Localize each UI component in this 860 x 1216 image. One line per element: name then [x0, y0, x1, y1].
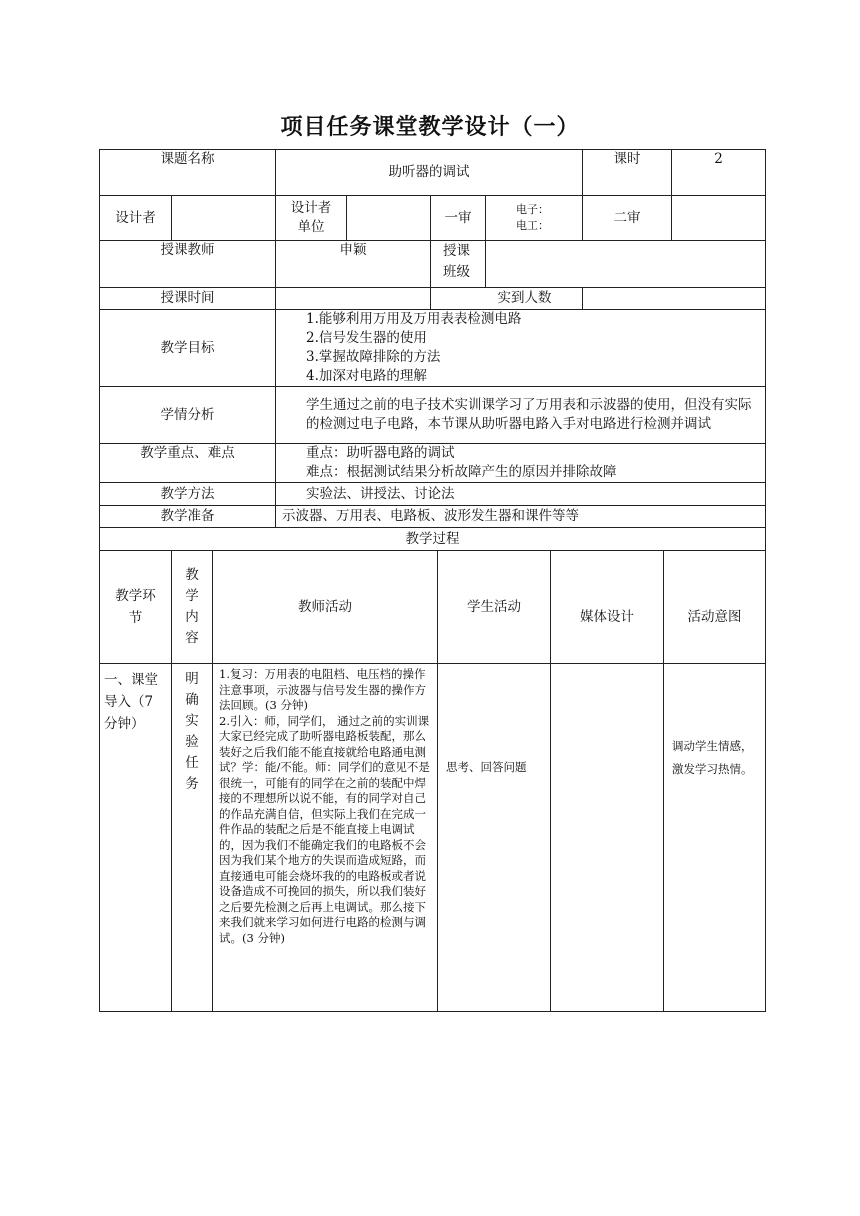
class-label: 授课 班级 — [431, 241, 486, 288]
teaching-process-table — [99, 527, 766, 1012]
hours-label: 课时 — [583, 150, 672, 196]
second-review-label: 二审 — [583, 196, 672, 241]
col-header-stage: 教学环 节 — [100, 551, 172, 664]
designer-unit-value — [347, 196, 431, 241]
content-cell: 明 确 实 验 任 务 — [172, 664, 213, 1012]
intent-cell: 调动学生情感，激发学习热情。 — [664, 664, 766, 1012]
col-header-content: 教 学 内 容 — [172, 551, 213, 664]
attendance-label: 实到人数 — [431, 288, 583, 310]
col-header-media: 媒体设计 — [551, 551, 664, 664]
page-title: 项目任务课堂教学设计（一） — [280, 115, 580, 140]
time-value — [276, 288, 431, 310]
key-points-value: 重点：助听器电路的调试 难点：根据测试结果分析故障产生的原因并排除故障 — [276, 444, 766, 483]
method-value: 实验法、讲授法、讨论法 — [276, 483, 766, 506]
media-cell — [551, 664, 664, 1012]
electronics-label: 电子： — [516, 203, 549, 216]
teacher-activity-cell: 1.复习：万用表的电阻档、电压档的操作注意事项，示波器与信号发生器的操作方法回顾。(3 分钟) 2.引入：师，同学们， 通过之前的实训课大家已经完成了助听器电路板装配，那么装好之后我们能不能直接就给电路通电测试？学：能/不能。师：同学们的意见不是很统一，可能有的同学在之前的装配中焊接的不理想所以说不能，有的同学对自己的作品充满自信，但实际上我们在完成一件作品的装配之后是不能直接上电调试的，因为我们不能确定我们的电路板不会因为我们某个地方的失误而造成短路，而直接通电可能会烧坏我的的电路板或者说设备造成不可挽回的损失，所以我们装好之后要先检测之后再上电调试。那么接下来我们就来学习如何进行电路的检测与调试。(3 分钟) — [213, 664, 438, 1012]
col-header-student: 学生活动 — [438, 551, 551, 664]
topic-value: 助听器的调试 — [276, 150, 583, 196]
hours-value: 2 — [672, 150, 766, 196]
electrician-label: 电工： — [516, 219, 549, 232]
analysis-label: 学情分析 — [100, 387, 276, 444]
stage-cell: 一、课堂 导入（7 分钟） — [100, 664, 172, 1012]
topic-label: 课题名称 — [100, 150, 276, 196]
objectives-label: 教学目标 — [100, 310, 276, 387]
process-title: 教学过程 — [100, 528, 766, 551]
table-row — [100, 664, 766, 1012]
second-review-value — [672, 196, 766, 241]
designer-label: 设计者 — [100, 196, 172, 241]
objectives-value: 1.能够利用万用及万用表表检测电路 2.信号发生器的使用 3.掌握故障排除的方法 4.加深对电路的理解 — [276, 310, 766, 387]
analysis-value: 学生通过之前的电子技术实训课学习了万用表和示波器的使用，但没有实际的检测过电子电路，本节课从助听器电路入手对电路进行检测并调试 — [276, 387, 766, 444]
designer-value — [172, 196, 276, 241]
col-header-teacher: 教师活动 — [213, 551, 438, 664]
designer-unit-label: 设计者 单位 — [276, 196, 347, 241]
lesson-info-table — [99, 149, 766, 528]
student-activity-cell: 思考、回答问题 — [438, 664, 551, 1012]
prep-value: 示波器、万用表、电路板、波形发生器和课件等等 — [276, 506, 766, 528]
time-label: 授课时间 — [100, 288, 276, 310]
teacher-value: 申颖 — [276, 241, 431, 288]
class-value — [486, 241, 766, 288]
teacher-label: 授课教师 — [100, 241, 276, 288]
first-review-label: 一审 — [431, 196, 486, 241]
key-points-label: 教学重点、难点 — [100, 444, 276, 483]
attendance-value — [583, 288, 766, 310]
method-label: 教学方法 — [100, 483, 276, 506]
col-header-intent: 活动意图 — [664, 551, 766, 664]
prep-label: 教学准备 — [100, 506, 276, 528]
first-review-value — [486, 196, 583, 241]
